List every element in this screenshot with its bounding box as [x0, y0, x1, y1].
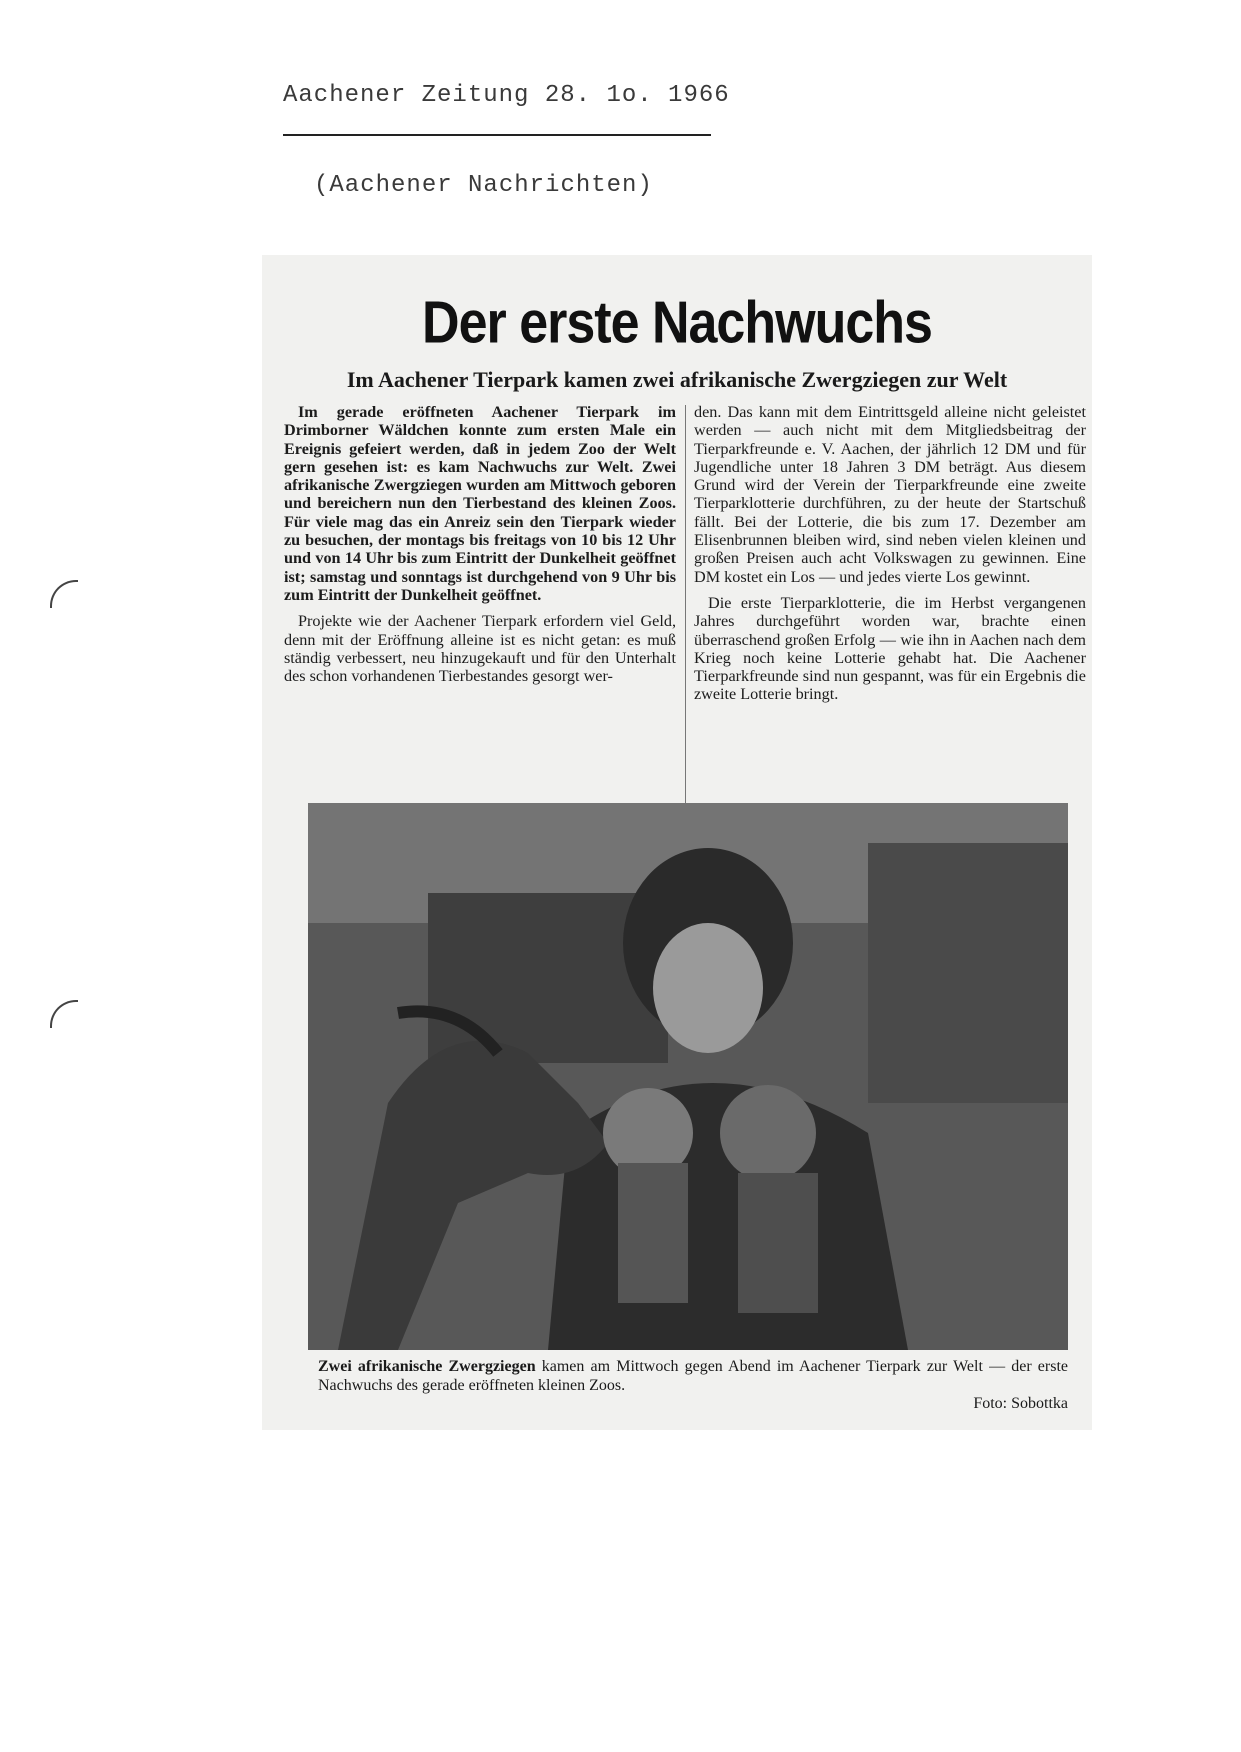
source-underline [283, 134, 711, 136]
article-subheadline: Im Aachener Tierpark kamen zwei afrikanische Zwergziegen zur Welt [346, 367, 1008, 392]
photo-caption-text: kamen am Mittwoch gegen Abend im Aachener Tierpark zur Welt — der erste Nachwuchs des gerade eröffneten kleinen Zoos. [318, 1358, 1069, 1394]
photo-illustration [308, 803, 1068, 1350]
punch-hole-mark [50, 1000, 78, 1028]
photo-caption-bold: Zwei afrikanische Zwergziegen [318, 1358, 536, 1375]
photo-caption [318, 1357, 1068, 1395]
article-column-right [694, 403, 1086, 704]
news-photo-boy-with-goats [308, 803, 1068, 1350]
article-headline: Der erste Nachwuchs [422, 289, 932, 357]
article-paragraph: Projekte wie der Aachener Tierpark erfordern viel Geld, denn mit der Eröffnung alleine ist es nicht getan: es muß ständig verbessert, neu hinzugekauft und für den Unterhalt des schon vorhandenen Tierbestandes gesorgt wer- [284, 612, 676, 686]
article-column-left [284, 403, 676, 685]
source-line: Aachener Zeitung 28. 1o. 1966 [283, 82, 730, 109]
article-paragraph: den. Das kann mit dem Eintrittsgeld alleine nicht geleistet werden — auch nicht mit dem Mitgliedsbeitrag der Tierparkfreunde e. V. Aachen, der jährlich 12 DM und für Jugendliche unter 18 Jahren 3 DM beträgt. Aus diesem Grund wird der Verein der Tierparkfreunde eine zweite Tierparklotterie durchführen, zu der heute der Startschuß fällt. Bei der Lotterie, die bis zum 17. Dezember am Elisenbrunnen bleiben wird, sind neben vielen kleinen und großen Preisen auch acht Volkswagen zu gewinnen. Eine DM kostet ein Los — und jedes vierte Los gewinnt. [694, 403, 1086, 586]
source-paper: (Aachener Nachrichten) [314, 172, 653, 199]
newspaper-clipping [262, 255, 1092, 1430]
article-lead-paragraph: Im gerade eröffneten Aachener Tierpark im Drimborner Wäldchen konnte zum ersten Male ein Ereignis gefeiert werden, daß in jedem Zoo der Welt gern gesehen ist: es kam Nachwuchs zur Welt. Zwei afrikanische Zwergziegen wurden am Mittwoch geboren und bereichern nun den Tierbestand des kleinen Zoos. Für viele mag das ein Anreiz sein den Tierpark wieder zu besuchen, der montags bis freitags von 10 bis 12 Uhr und von 14 Uhr bis zum Eintritt der Dunkelheit geöffnet ist; samstag und sonntags ist durchgehend von 9 Uhr bis zum Eintritt der Dunkelheit geöffnet. [284, 403, 676, 604]
article-paragraph: Die erste Tierparklotterie, die im Herbst vergangenen Jahres durchgeführt worden war, brachte einen überraschend großen Erfolg — wie ihn in Aachen nach dem Krieg noch keine Lotterie gehabt hat. Die Aachener Tierparkfreunde sind nun gespannt, was für ein Ergebnis die zweite Lotterie bringt. [694, 593, 1086, 704]
punch-hole-mark [50, 580, 78, 608]
photo-credit: Foto: Sobottka [973, 1395, 1068, 1412]
